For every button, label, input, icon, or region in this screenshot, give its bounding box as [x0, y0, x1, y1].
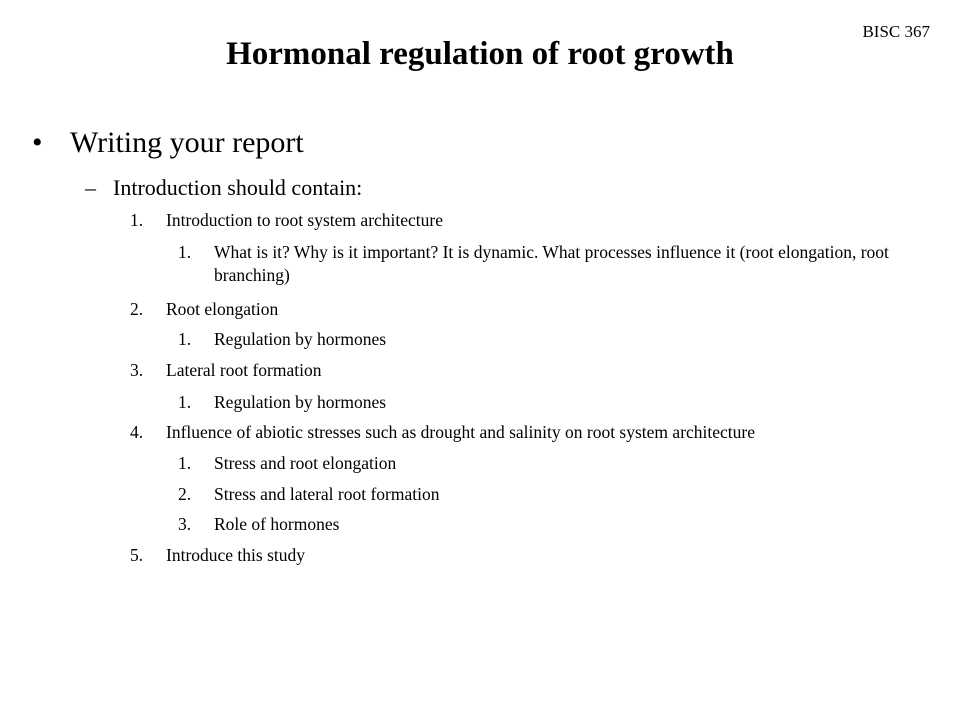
list-text: Introduce this study [166, 545, 306, 565]
bullet-writing-report [32, 126, 304, 160]
sub-list-item [178, 391, 898, 414]
list-number: 4. [130, 422, 144, 442]
list-text: Regulation by hormones [214, 392, 387, 412]
list-text: Role of hormones [214, 514, 340, 534]
list-number: 5. [130, 545, 144, 565]
list-text: Root elongation [166, 299, 279, 319]
slide-title: Hormonal regulation of root growth [226, 36, 734, 72]
list-number: 1. [130, 210, 144, 230]
sub-bullet-introduction [85, 175, 362, 201]
list-item [130, 209, 443, 232]
list-number: 1. [178, 329, 192, 349]
list-item [130, 421, 755, 444]
list-text: Lateral root formation [166, 360, 322, 380]
list-text: Regulation by hormones [214, 329, 387, 349]
sub-list-item [178, 483, 898, 506]
list-item [130, 298, 278, 321]
sub-bullet-text: Introduction should contain: [113, 175, 363, 200]
list-text: Stress and lateral root formation [214, 484, 440, 504]
list-number: 1. [178, 242, 192, 262]
list-number: 3. [178, 514, 192, 534]
list-text: What is it? Why is it important? It is dynamic. What processes influence it (root elongation, root branching) [214, 242, 889, 285]
list-item [130, 359, 322, 382]
course-code: BISC 367 [862, 22, 930, 41]
list-number: 1. [178, 453, 192, 473]
list-text: Stress and root elongation [214, 453, 397, 473]
sub-list-item [178, 452, 898, 475]
sub-list-item [178, 328, 898, 351]
list-number: 3. [130, 360, 144, 380]
dash-icon: – [85, 175, 96, 200]
bullet-icon: • [32, 126, 43, 159]
list-number: 2. [130, 299, 144, 319]
list-text: Introduction to root system architecture [166, 210, 444, 230]
bullet-text: Writing your report [70, 126, 304, 159]
list-item [130, 544, 305, 567]
sub-list-item [178, 241, 898, 287]
list-number: 2. [178, 484, 192, 504]
list-text: Influence of abiotic stresses such as drought and salinity on root system architecture [166, 422, 756, 442]
sub-list-item [178, 513, 898, 536]
list-number: 1. [178, 392, 192, 412]
